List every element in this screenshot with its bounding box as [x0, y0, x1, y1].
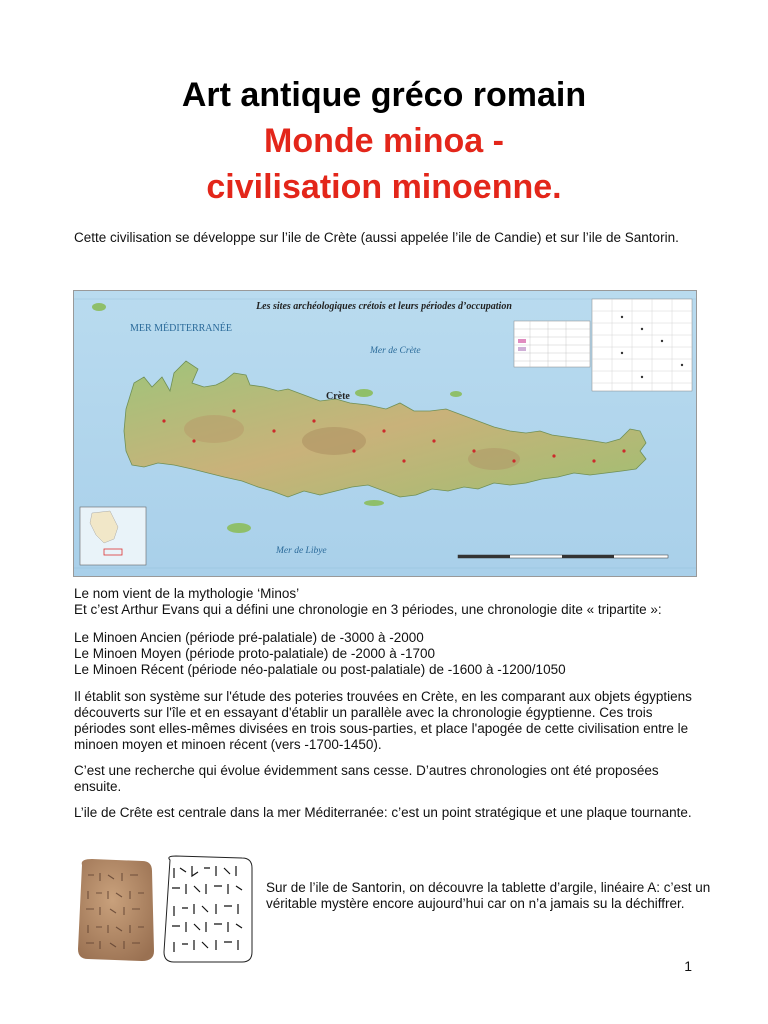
map-scale-bar	[458, 555, 668, 558]
island-dia	[355, 389, 373, 397]
island-antikythira	[92, 303, 106, 311]
paragraph-research: C’est une recherche qui évolue évidemment sans cesse. D’autres chronologies ont été proposées ensuite.	[74, 763, 659, 794]
title-line-3: civilisation minoenne.	[206, 168, 562, 206]
intro-paragraph: Cette civilisation se développe sur l’ile de Crète (aussi appelée l’ile de Candie) et sur l’ile de Santorin.	[74, 230, 679, 245]
clay-tablet-photo	[72, 855, 158, 965]
map-label-mediterranean: MER MÉDITERRANÉE	[130, 323, 232, 334]
paragraph-strategic: L’ile de Crête est centrale dans la mer Méditerranée: c’est un point stratégique et une plaque tournante.	[74, 805, 692, 820]
island-chrysi	[364, 500, 384, 506]
period-late-minoan: Le Minoen Récent (période néo-palatiale ou post-palatiale) de -1600 à -1200/1050	[74, 662, 566, 677]
map-inset-greece	[80, 507, 146, 565]
island-dia-small	[450, 391, 462, 397]
map-label-sea-of-crete: Mer de Crète	[370, 346, 421, 356]
paragraph-name-origin: Le nom vient de la mythologie ‘Minos’	[74, 586, 300, 601]
crete-map	[73, 290, 697, 577]
map-label-crete: Crète	[326, 391, 350, 402]
title-line-2: Monde minoa -	[264, 122, 504, 160]
document-title	[0, 72, 768, 210]
tablet-caption: Sur de l’ile de Santorin, on découvre la tablette d’argile, linéaire A: c’est un véritable mystère encore aujourd’hui car on n’a jamais su la déchiffrer.	[266, 880, 711, 911]
title-line-1: Art antique gréco romain	[181, 76, 587, 114]
paragraph-pottery: Il établit son système sur l'étude des poteries trouvées en Crète, en les comparant aux objets égyptiens découverts sur l'île et en essayant d'établir un parallèle avec la chronologie égyptienne. Ces trois périodes sont elles-mêmes divisées en trois sous-parties, et place l'apogée de cette civilisation entre le minoen moyen et minoen récent (vers -1700-1450).	[74, 689, 692, 752]
page-number: 1	[684, 958, 692, 974]
paragraph-evans: Et c’est Arthur Evans qui a défini une chronologie en 3 périodes, une chronologie dite « tripartite »:	[74, 602, 662, 617]
island-gavdos	[227, 523, 251, 533]
map-label-libyan-sea: Mer de Libye	[276, 546, 327, 556]
period-middle-minoan: Le Minoen Moyen (période proto-palatiale) de -2000 à -1700	[74, 646, 435, 661]
period-early-minoan: Le Minoen Ancien (période pré-palatiale) de -3000 à -2000	[74, 630, 424, 645]
linear-a-drawing	[160, 852, 256, 966]
map-title: Les sites archéologiques crétois et leurs périodes d’occupation	[256, 301, 512, 312]
